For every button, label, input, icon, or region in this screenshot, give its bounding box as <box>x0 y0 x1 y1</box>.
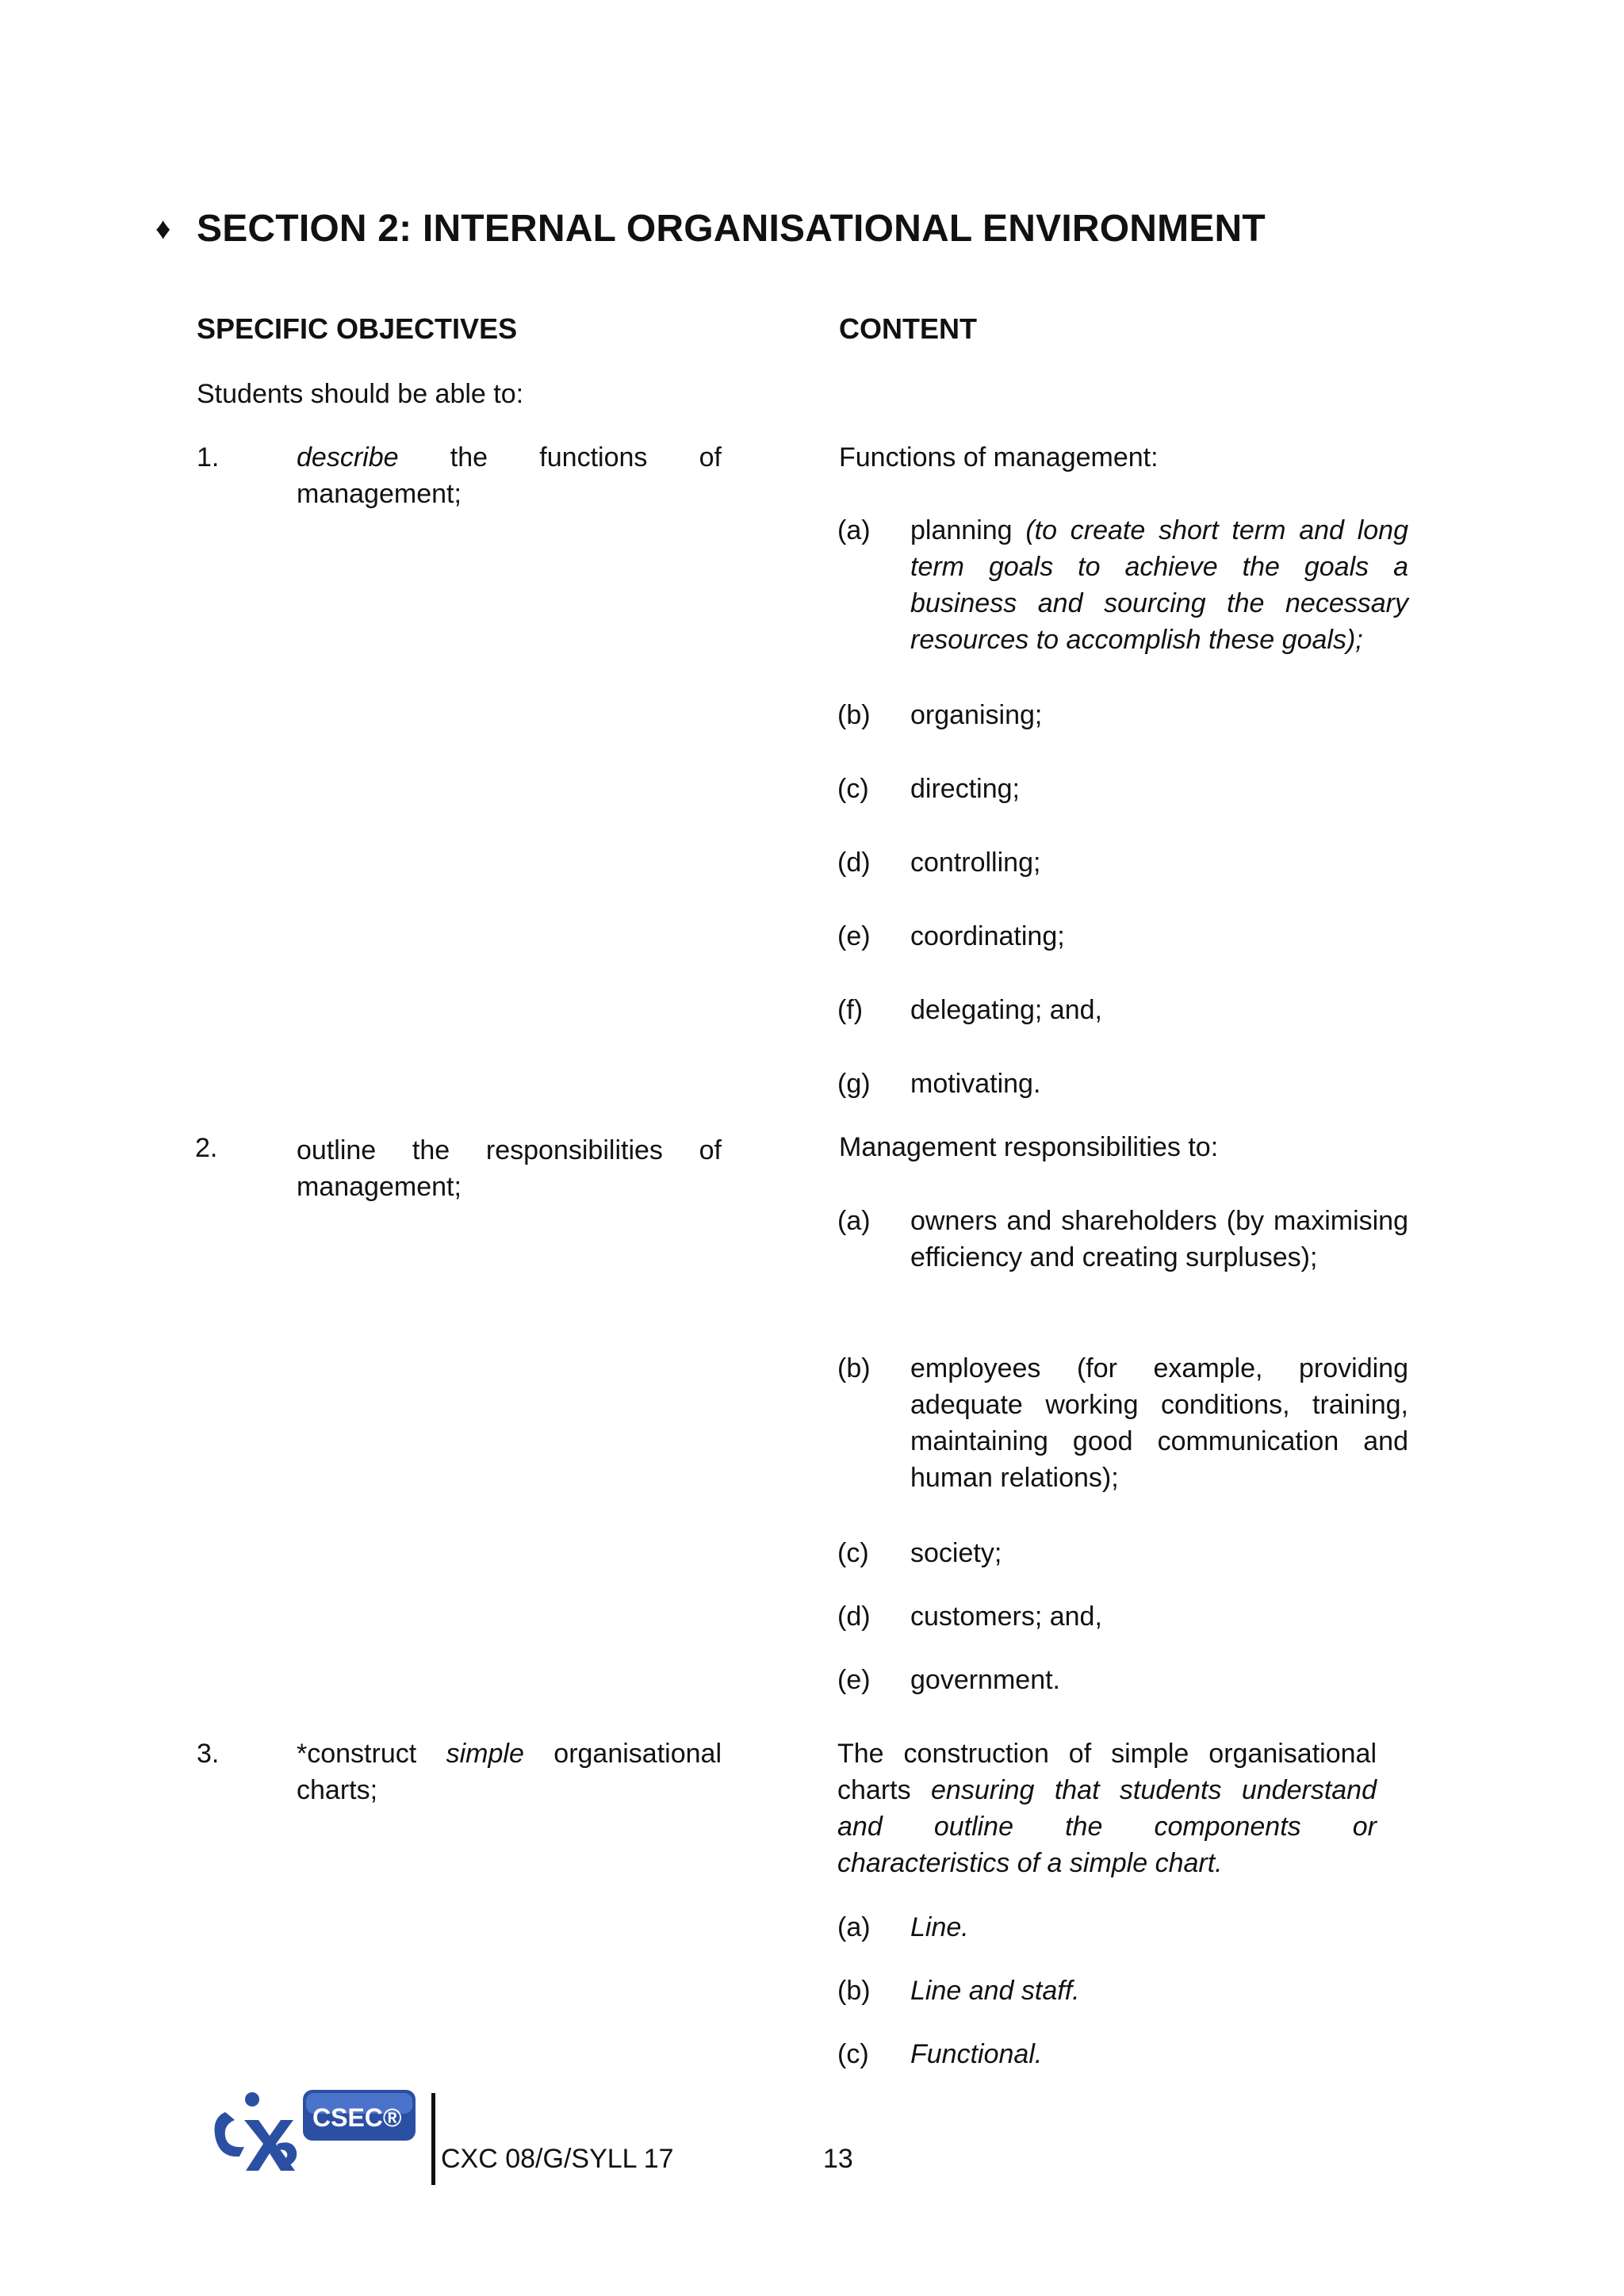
item-label: (c) <box>837 1538 869 1568</box>
objective-2-number: 2. <box>195 1133 218 1163</box>
objective-1-rest: the functions of management; <box>297 442 722 509</box>
content-2-item-d <box>837 1598 1408 1635</box>
item-label: (a) <box>837 1912 871 1942</box>
item-text: Line. <box>910 1912 969 1942</box>
objective-1-number: 1. <box>197 442 220 473</box>
item-label: (f) <box>837 995 864 1025</box>
syllabus-code: CXC 08/G/SYLL 17 <box>441 2144 674 2174</box>
content-2-item-c <box>837 1535 1408 1571</box>
content-2-item-e <box>837 1662 1408 1698</box>
content-2-heading: Management responsibilities to: <box>839 1132 1219 1162</box>
item-label: (b) <box>837 1976 871 2006</box>
objective-2-text: outline the responsibilities of management; <box>297 1135 722 1202</box>
content-3-item-b <box>837 1973 1408 2009</box>
item-text-plain: planning <box>910 515 1026 545</box>
item-text: government. <box>910 1665 1060 1695</box>
item-text: customers; and, <box>910 1601 1102 1632</box>
item-text: Line and staff. <box>910 1976 1080 2006</box>
item-label: (b) <box>837 700 871 730</box>
content-1-heading: Functions of management: <box>839 442 1159 473</box>
item-label: (a) <box>837 515 871 545</box>
item-text: controlling; <box>910 848 1041 878</box>
content-1-item-c <box>837 771 1408 807</box>
content-3-intro <box>837 1735 1377 1881</box>
content-3-item-c <box>837 2036 1408 2072</box>
page-number: 13 <box>823 2144 853 2174</box>
objective-3-post: organisational charts; <box>297 1739 722 1805</box>
item-label: (g) <box>837 1069 871 1099</box>
objective-1-verb: describe <box>297 442 399 473</box>
item-text: Functional. <box>910 2039 1043 2069</box>
item-text: directing; <box>910 774 1020 804</box>
item-label: (b) <box>837 1353 871 1383</box>
cxc-csec-logo <box>208 2088 417 2175</box>
item-label: (c) <box>837 2039 869 2069</box>
content-1-item-b <box>837 697 1408 733</box>
csec-logo-text: CSEC® <box>312 2103 402 2132</box>
cxc-logo-icon <box>208 2088 417 2175</box>
content-2-item-a <box>837 1203 1408 1276</box>
content-1-item-a <box>837 512 1408 658</box>
content-3-intro-em: ensuring that students understand and outline the components or characteristics of a simple chart. <box>837 1775 1377 1878</box>
diamond-bullet-icon: ♦ <box>155 212 171 246</box>
item-text: society; <box>910 1538 1002 1568</box>
item-text: coordinating; <box>910 921 1065 951</box>
content-3-item-a <box>837 1909 1408 1946</box>
item-text <box>910 512 1408 658</box>
item-text: employees (for example, providing adequate working conditions, training, maintaining good communication and human relations); <box>910 1353 1408 1493</box>
section-title: SECTION 2: INTERNAL ORGANISATIONAL ENVIRONMENT <box>197 208 1266 250</box>
item-label: (d) <box>837 848 871 878</box>
item-label: (a) <box>837 1206 871 1236</box>
content-1-item-f <box>837 992 1408 1028</box>
content-3-intro-plain: The construction of simple organisational charts <box>837 1739 1377 1805</box>
content-1-item-g <box>837 1066 1408 1102</box>
content-1-item-e <box>837 918 1408 955</box>
content-header: CONTENT <box>839 312 977 345</box>
objective-3-text <box>297 1735 722 1808</box>
item-text: owners and shareholders (by maximising efficiency and creating surpluses); <box>910 1206 1408 1272</box>
item-text: motivating. <box>910 1069 1041 1099</box>
objective-3-number: 3. <box>197 1739 220 1769</box>
item-text-em: (to create short term and long term goals to achieve the goals a business and sourcing the necessary resources to accomplish these goals); <box>910 515 1408 655</box>
item-label: (e) <box>837 921 871 951</box>
objective-3-pre: *construct <box>297 1739 446 1769</box>
section-title-row <box>155 201 1266 257</box>
intro-text: Students should be able to: <box>197 379 524 409</box>
content-1-item-d <box>837 844 1408 881</box>
item-text: delegating; and, <box>910 995 1102 1025</box>
item-label: (c) <box>837 774 869 804</box>
item-text: organising; <box>910 700 1043 730</box>
footer-divider <box>431 2093 435 2185</box>
content-2-item-b <box>837 1350 1408 1496</box>
item-label: (e) <box>837 1665 871 1695</box>
item-label: (d) <box>837 1601 871 1632</box>
objective-1-text <box>297 439 722 512</box>
objective-3-em: simple <box>446 1739 524 1769</box>
specific-objectives-header: SPECIFIC OBJECTIVES <box>197 312 518 345</box>
